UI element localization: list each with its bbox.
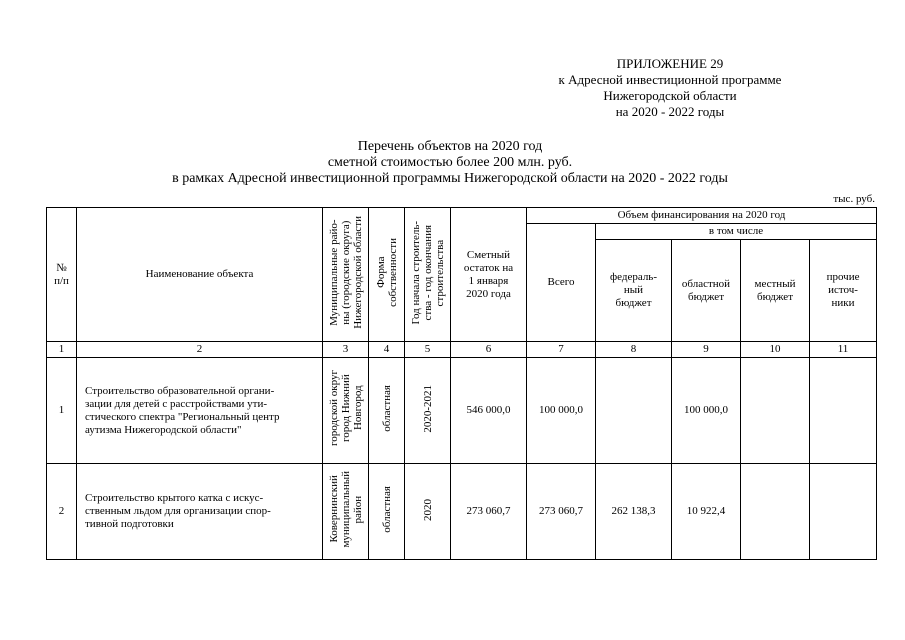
column-number: 6 xyxy=(451,342,527,358)
row-name: Строительство крытого катка с искус- ственным льдом для организации спор- тивной подготовки xyxy=(77,464,323,560)
row-remaining: 546 000,0 xyxy=(451,358,527,464)
column-number: 7 xyxy=(527,342,596,358)
header-local: местный бюджет xyxy=(741,240,810,342)
row-years-cell xyxy=(405,358,451,464)
header-funding-group: Объем финансирования на 2020 год xyxy=(527,208,877,224)
row-municipality-cell xyxy=(323,358,369,464)
row-regional: 100 000,0 xyxy=(672,358,741,464)
row-other xyxy=(810,358,877,464)
column-number: 2 xyxy=(77,342,323,358)
row-federal xyxy=(596,358,672,464)
row-num: 2 xyxy=(47,464,77,560)
column-number: 10 xyxy=(741,342,810,358)
appendix-line: к Адресной инвестиционной программе xyxy=(558,72,782,87)
column-number: 11 xyxy=(810,342,877,358)
title-line: в рамках Адресной инвестиционной программы Нижегородской области на 2020 - 2022 годы xyxy=(172,171,728,186)
row-ownership-cell xyxy=(369,358,405,464)
row-years-cell xyxy=(405,464,451,560)
table-row xyxy=(47,464,877,560)
column-number: 5 xyxy=(405,342,451,358)
header-num: № п/п xyxy=(47,208,77,342)
column-number: 3 xyxy=(323,342,369,358)
row-regional: 10 922,4 xyxy=(672,464,741,560)
header-federal: федераль- ный бюджет xyxy=(596,240,672,342)
row-num: 1 xyxy=(47,358,77,464)
row-local xyxy=(741,358,810,464)
header-regional: областной бюджет xyxy=(672,240,741,342)
header-years-cell xyxy=(405,208,451,342)
header-municipality: Муниципальные райо- ны (городские округа) Нижегородской области xyxy=(327,216,364,329)
title-line: Перечень объектов на 2020 год xyxy=(357,139,543,154)
column-number: 8 xyxy=(596,342,672,358)
title-line: сметной стоимостью более 200 млн. руб. xyxy=(327,155,573,170)
objects-table xyxy=(46,207,877,560)
row-municipality-cell xyxy=(323,464,369,560)
document-title xyxy=(140,139,760,187)
row-other xyxy=(810,464,877,560)
row-remaining: 273 060,7 xyxy=(451,464,527,560)
column-number: 1 xyxy=(47,342,77,358)
appendix-line: ПРИЛОЖЕНИЕ 29 xyxy=(616,56,724,71)
row-federal: 262 138,3 xyxy=(596,464,672,560)
units-label: тыс. руб. xyxy=(833,193,875,205)
header-including: в том числе xyxy=(596,224,877,240)
row-total: 100 000,0 xyxy=(527,358,596,464)
header-ownership: Форма собственности xyxy=(374,238,399,307)
column-number: 4 xyxy=(369,342,405,358)
column-number: 9 xyxy=(672,342,741,358)
row-years: 2020 xyxy=(421,498,434,521)
header-name: Наименование объекта xyxy=(77,208,323,342)
row-local xyxy=(741,464,810,560)
row-ownership: областная xyxy=(380,385,393,432)
row-ownership-cell xyxy=(369,464,405,560)
header-years: Год начала строитель- ства - год окончания строительства xyxy=(409,220,446,325)
row-ownership: областная xyxy=(380,486,393,533)
header-ownership-cell xyxy=(369,208,405,342)
header-municipality-cell xyxy=(323,208,369,342)
row-municipality: городской округ город Нижний Новгород xyxy=(327,370,364,447)
header-remaining: Сметный остаток на 1 января 2020 года xyxy=(451,208,527,342)
row-years: 2020-2021 xyxy=(421,384,434,433)
appendix-line: Нижегородской области xyxy=(603,88,737,103)
row-name: Строительство образовательной органи- зации для детей с расстройствами ути- стического спектра "Региональный центр аутизма Нижегородской области" xyxy=(77,358,323,464)
table-row xyxy=(47,358,877,464)
column-number-row xyxy=(47,342,877,358)
header-total: Всего xyxy=(527,224,596,342)
row-municipality: Ковернинский муниципальный район xyxy=(327,471,364,548)
header-other: прочие источ- ники xyxy=(810,240,877,342)
appendix-block xyxy=(520,56,820,120)
appendix-line: на 2020 - 2022 годы xyxy=(615,104,725,119)
row-total: 273 060,7 xyxy=(527,464,596,560)
